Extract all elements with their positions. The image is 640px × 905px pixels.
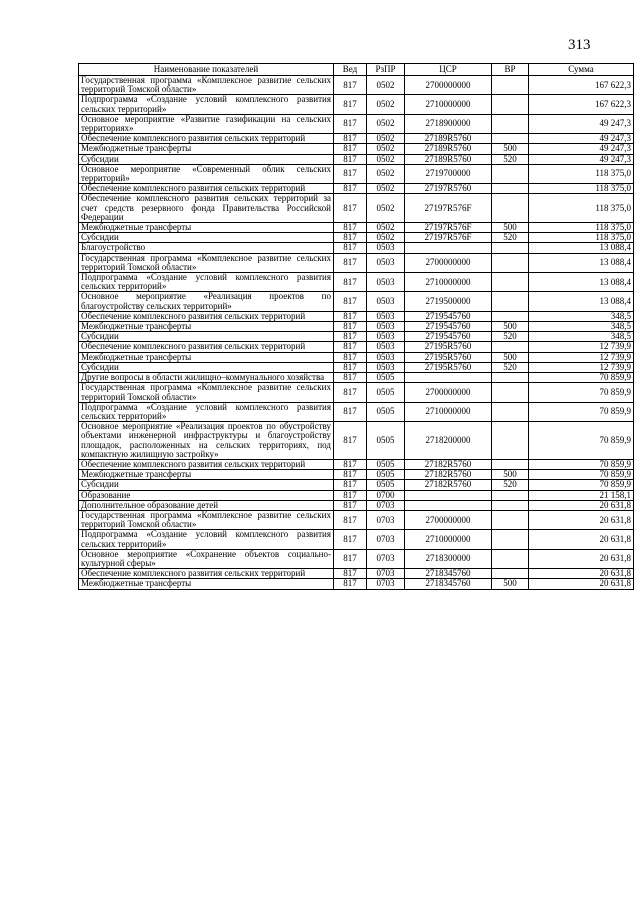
department-code-cell: 817 — [334, 243, 367, 253]
table-row — [79, 490, 634, 500]
col-header-sum: Сумма — [529, 64, 634, 76]
expense-type-code-cell: 500 — [492, 470, 529, 480]
section-code-cell: 0502 — [367, 164, 405, 183]
department-code-cell: 817 — [334, 134, 367, 144]
target-article-code-cell: 2719545760 — [405, 332, 492, 342]
target-article-code-cell: 27197R576F — [405, 223, 492, 233]
department-code-cell: 817 — [334, 459, 367, 469]
table-row — [79, 470, 634, 480]
expense-type-code-cell — [492, 292, 529, 311]
indicator-name-cell: Образование — [79, 490, 334, 500]
amount-cell: 118 375,0 — [529, 233, 634, 243]
department-code-cell: 817 — [334, 95, 367, 114]
target-article-code-cell: 2700000000 — [405, 510, 492, 529]
table-row — [79, 134, 634, 144]
col-header-ved: Вед — [334, 64, 367, 76]
table-row — [79, 243, 634, 253]
target-article-code-cell: 27189R5760 — [405, 134, 492, 144]
department-code-cell: 817 — [334, 253, 367, 272]
department-code-cell: 817 — [334, 273, 367, 292]
indicator-name-cell: Основное мероприятие «Развитие газификации на сельских территориях» — [79, 114, 334, 133]
amount-cell: 13 088,4 — [529, 292, 634, 311]
expense-type-code-cell — [492, 243, 529, 253]
department-code-cell: 817 — [334, 154, 367, 164]
expense-type-code-cell — [492, 311, 529, 321]
indicator-name-cell: Межбюджетные трансферты — [79, 322, 334, 332]
table-row — [79, 530, 634, 549]
target-article-code-cell: 2719500000 — [405, 292, 492, 311]
department-code-cell: 817 — [334, 233, 367, 243]
expense-type-code-cell — [492, 422, 529, 460]
indicator-name-cell: Межбюджетные трансферты — [79, 144, 334, 154]
amount-cell: 20 631,8 — [529, 500, 634, 510]
table-row — [79, 373, 634, 383]
target-article-code-cell: 2718300000 — [405, 549, 492, 568]
target-article-code-cell: 27197R576F — [405, 194, 492, 223]
indicator-name-cell: Дополнительное образование детей — [79, 500, 334, 510]
table-row — [79, 154, 634, 164]
section-code-cell: 0503 — [367, 342, 405, 352]
section-code-cell: 0703 — [367, 579, 405, 589]
indicator-name-cell: Субсидии — [79, 480, 334, 490]
target-article-code-cell: 27189R5760 — [405, 154, 492, 164]
table-row — [79, 352, 634, 362]
table-row — [79, 292, 634, 311]
target-article-code-cell: 27195R5760 — [405, 362, 492, 372]
expense-type-code-cell: 520 — [492, 233, 529, 243]
section-code-cell: 0502 — [367, 114, 405, 133]
department-code-cell: 817 — [334, 402, 367, 421]
indicator-name-cell: Межбюджетные трансферты — [79, 579, 334, 589]
table-row — [79, 223, 634, 233]
section-code-cell: 0505 — [367, 480, 405, 490]
expense-type-code-cell — [492, 194, 529, 223]
section-code-cell: 0503 — [367, 352, 405, 362]
expense-type-code-cell — [492, 510, 529, 529]
department-code-cell: 817 — [334, 164, 367, 183]
target-article-code-cell: 2700000000 — [405, 76, 492, 95]
indicator-name-cell: Субсидии — [79, 362, 334, 372]
section-code-cell: 0503 — [367, 243, 405, 253]
indicator-name-cell: Обеспечение комплексного развития сельских территорий — [79, 184, 334, 194]
department-code-cell: 817 — [334, 114, 367, 133]
table-row — [79, 164, 634, 183]
target-article-code-cell: 27195R5760 — [405, 342, 492, 352]
section-code-cell: 0703 — [367, 569, 405, 579]
table-row — [79, 480, 634, 490]
target-article-code-cell: 2710000000 — [405, 530, 492, 549]
department-code-cell: 817 — [334, 500, 367, 510]
table-row — [79, 194, 634, 223]
section-code-cell: 0703 — [367, 510, 405, 529]
table-row — [79, 233, 634, 243]
section-code-cell: 0505 — [367, 459, 405, 469]
table-row — [79, 95, 634, 114]
section-code-cell: 0502 — [367, 154, 405, 164]
department-code-cell: 817 — [334, 332, 367, 342]
amount-cell: 70 859,9 — [529, 402, 634, 421]
table-row — [79, 114, 634, 133]
expense-type-code-cell: 520 — [492, 332, 529, 342]
department-code-cell: 817 — [334, 422, 367, 460]
indicator-name-cell: Субсидии — [79, 154, 334, 164]
budget-table — [78, 63, 634, 590]
section-code-cell: 0505 — [367, 422, 405, 460]
amount-cell: 13 088,4 — [529, 253, 634, 272]
section-code-cell: 0503 — [367, 311, 405, 321]
department-code-cell: 817 — [334, 373, 367, 383]
expense-type-code-cell: 500 — [492, 579, 529, 589]
amount-cell: 348,5 — [529, 322, 634, 332]
indicator-name-cell: Другие вопросы в области жилищно–коммунального хозяйства — [79, 373, 334, 383]
expense-type-code-cell — [492, 253, 529, 272]
department-code-cell: 817 — [334, 223, 367, 233]
target-article-code-cell — [405, 243, 492, 253]
section-code-cell: 0502 — [367, 194, 405, 223]
expense-type-code-cell: 520 — [492, 362, 529, 372]
amount-cell: 12 739,9 — [529, 362, 634, 372]
indicator-name-cell: Подпрограмма «Создание условий комплексного развития сельских территорий» — [79, 95, 334, 114]
department-code-cell: 817 — [334, 490, 367, 500]
table-row — [79, 76, 634, 95]
amount-cell: 20 631,8 — [529, 530, 634, 549]
indicator-name-cell: Подпрограмма «Создание условий комплексного развития сельских территорий» — [79, 402, 334, 421]
department-code-cell: 817 — [334, 579, 367, 589]
amount-cell: 118 375,0 — [529, 223, 634, 233]
section-code-cell: 0502 — [367, 95, 405, 114]
indicator-name-cell: Благоустройство — [79, 243, 334, 253]
table-row — [79, 510, 634, 529]
table-row — [79, 383, 634, 402]
section-code-cell: 0503 — [367, 362, 405, 372]
indicator-name-cell: Обеспечение комплексного развития сельских территорий — [79, 134, 334, 144]
section-code-cell: 0503 — [367, 322, 405, 332]
target-article-code-cell: 27182R5760 — [405, 459, 492, 469]
target-article-code-cell: 2700000000 — [405, 253, 492, 272]
section-code-cell: 0703 — [367, 549, 405, 568]
indicator-name-cell: Основное мероприятие «Реализация проектов по обустройству объектами инженерной инфраструктуры и благоустройству площадок, расположенных на сельских территориях, под компактную жилищную застройку» — [79, 422, 334, 460]
target-article-code-cell: 27182R5760 — [405, 480, 492, 490]
department-code-cell: 817 — [334, 352, 367, 362]
col-header-name: Наименование показателей — [79, 64, 334, 76]
indicator-name-cell: Обеспечение комплексного развития сельских территорий — [79, 569, 334, 579]
section-code-cell: 0502 — [367, 134, 405, 144]
section-code-cell: 0503 — [367, 253, 405, 272]
amount-cell: 49 247,3 — [529, 144, 634, 154]
amount-cell: 12 739,9 — [529, 352, 634, 362]
col-header-rzpr: РзПР — [367, 64, 405, 76]
amount-cell: 20 631,8 — [529, 510, 634, 529]
amount-cell: 118 375,0 — [529, 164, 634, 183]
table-row — [79, 579, 634, 589]
expense-type-code-cell — [492, 490, 529, 500]
expense-type-code-cell — [492, 114, 529, 133]
expense-type-code-cell — [492, 459, 529, 469]
amount-cell: 21 158,1 — [529, 490, 634, 500]
target-article-code-cell — [405, 373, 492, 383]
department-code-cell: 817 — [334, 530, 367, 549]
amount-cell: 70 859,9 — [529, 373, 634, 383]
indicator-name-cell: Государственная программа «Комплексное развитие сельских территорий Томской области» — [79, 383, 334, 402]
section-code-cell: 0505 — [367, 373, 405, 383]
target-article-code-cell: 2719545760 — [405, 322, 492, 332]
amount-cell: 49 247,3 — [529, 154, 634, 164]
target-article-code-cell: 2718345760 — [405, 579, 492, 589]
col-header-csr: ЦСР — [405, 64, 492, 76]
indicator-name-cell: Межбюджетные трансферты — [79, 223, 334, 233]
department-code-cell: 817 — [334, 144, 367, 154]
expense-type-code-cell — [492, 76, 529, 95]
department-code-cell: 817 — [334, 322, 367, 332]
expense-type-code-cell — [492, 134, 529, 144]
target-article-code-cell: 2700000000 — [405, 383, 492, 402]
expense-type-code-cell: 500 — [492, 223, 529, 233]
expense-type-code-cell — [492, 342, 529, 352]
indicator-name-cell: Подпрограмма «Создание условий комплексного развития сельских территорий» — [79, 530, 334, 549]
expense-type-code-cell — [492, 383, 529, 402]
indicator-name-cell: Подпрограмма «Создание условий комплексного развития сельских территорий» — [79, 273, 334, 292]
department-code-cell: 817 — [334, 480, 367, 490]
amount-cell: 70 859,9 — [529, 459, 634, 469]
amount-cell: 70 859,9 — [529, 383, 634, 402]
table-row — [79, 332, 634, 342]
table-row — [79, 362, 634, 372]
amount-cell: 13 088,4 — [529, 273, 634, 292]
expense-type-code-cell: 500 — [492, 352, 529, 362]
indicator-name-cell: Основное мероприятие «Сохранение объектов социально- культурной сферы» — [79, 549, 334, 568]
page-number: 313 — [568, 37, 591, 53]
table-row — [79, 459, 634, 469]
section-code-cell: 0703 — [367, 500, 405, 510]
target-article-code-cell — [405, 490, 492, 500]
target-article-code-cell: 2718345760 — [405, 569, 492, 579]
section-code-cell: 0502 — [367, 223, 405, 233]
indicator-name-cell: Субсидии — [79, 233, 334, 243]
expense-type-code-cell — [492, 549, 529, 568]
section-code-cell: 0502 — [367, 144, 405, 154]
department-code-cell: 817 — [334, 569, 367, 579]
indicator-name-cell: Основное мероприятие «Реализация проектов по благоустройству сельских территорий» — [79, 292, 334, 311]
expense-type-code-cell: 520 — [492, 480, 529, 490]
section-code-cell: 0503 — [367, 273, 405, 292]
amount-cell: 49 247,3 — [529, 114, 634, 133]
department-code-cell: 817 — [334, 470, 367, 480]
table-row — [79, 273, 634, 292]
amount-cell: 70 859,9 — [529, 470, 634, 480]
department-code-cell: 817 — [334, 510, 367, 529]
indicator-name-cell: Межбюджетные трансферты — [79, 470, 334, 480]
amount-cell: 70 859,9 — [529, 422, 634, 460]
amount-cell: 49 247,3 — [529, 134, 634, 144]
department-code-cell: 817 — [334, 76, 367, 95]
indicator-name-cell: Обеспечение комплексного развития сельских территорий — [79, 459, 334, 469]
table-row — [79, 422, 634, 460]
table-row — [79, 549, 634, 568]
amount-cell: 118 375,0 — [529, 184, 634, 194]
expense-type-code-cell — [492, 569, 529, 579]
amount-cell: 167 622,3 — [529, 76, 634, 95]
expense-type-code-cell — [492, 184, 529, 194]
indicator-name-cell: Государственная программа «Комплексное развитие сельских территорий Томской области» — [79, 76, 334, 95]
amount-cell: 12 739,9 — [529, 342, 634, 352]
expense-type-code-cell: 500 — [492, 144, 529, 154]
target-article-code-cell: 27197R576F — [405, 233, 492, 243]
table-row — [79, 500, 634, 510]
section-code-cell: 0505 — [367, 383, 405, 402]
table-row — [79, 253, 634, 272]
expense-type-code-cell — [492, 500, 529, 510]
section-code-cell: 0505 — [367, 402, 405, 421]
indicator-name-cell: Субсидии — [79, 332, 334, 342]
table-row — [79, 322, 634, 332]
department-code-cell: 817 — [334, 549, 367, 568]
expense-type-code-cell — [492, 402, 529, 421]
section-code-cell: 0503 — [367, 292, 405, 311]
amount-cell: 13 088,4 — [529, 243, 634, 253]
target-article-code-cell: 2718200000 — [405, 422, 492, 460]
target-article-code-cell: 2710000000 — [405, 95, 492, 114]
expense-type-code-cell: 500 — [492, 322, 529, 332]
section-code-cell: 0502 — [367, 233, 405, 243]
table-header-row — [79, 64, 634, 76]
target-article-code-cell: 2719700000 — [405, 164, 492, 183]
target-article-code-cell: 2710000000 — [405, 402, 492, 421]
target-article-code-cell: 2719545760 — [405, 311, 492, 321]
target-article-code-cell: 27189R5760 — [405, 144, 492, 154]
table-row — [79, 342, 634, 352]
section-code-cell: 0505 — [367, 470, 405, 480]
department-code-cell: 817 — [334, 342, 367, 352]
table-body — [79, 76, 634, 590]
expense-type-code-cell — [492, 164, 529, 183]
department-code-cell: 817 — [334, 362, 367, 372]
expense-type-code-cell — [492, 373, 529, 383]
table-row — [79, 402, 634, 421]
expense-type-code-cell — [492, 530, 529, 549]
indicator-name-cell: Обеспечение комплексного развития сельских территорий — [79, 342, 334, 352]
amount-cell: 20 631,8 — [529, 549, 634, 568]
target-article-code-cell — [405, 500, 492, 510]
section-code-cell: 0502 — [367, 184, 405, 194]
department-code-cell: 817 — [334, 292, 367, 311]
amount-cell: 167 622,3 — [529, 95, 634, 114]
table-row — [79, 311, 634, 321]
table-row — [79, 184, 634, 194]
section-code-cell: 0502 — [367, 76, 405, 95]
section-code-cell: 0703 — [367, 530, 405, 549]
expense-type-code-cell: 520 — [492, 154, 529, 164]
amount-cell: 20 631,8 — [529, 569, 634, 579]
amount-cell: 348,5 — [529, 332, 634, 342]
department-code-cell: 817 — [334, 184, 367, 194]
section-code-cell: 0503 — [367, 332, 405, 342]
indicator-name-cell: Межбюджетные трансферты — [79, 352, 334, 362]
amount-cell: 118 375,0 — [529, 194, 634, 223]
indicator-name-cell: Государственная программа «Комплексное развитие сельских территорий Томской области» — [79, 510, 334, 529]
amount-cell: 348,5 — [529, 311, 634, 321]
indicator-name-cell: Обеспечение комплексного развития сельских территорий за счет средств резервного фонда Правительства Российской Федерации — [79, 194, 334, 223]
indicator-name-cell: Государственная программа «Комплексное развитие сельских территорий Томской области» — [79, 253, 334, 272]
target-article-code-cell: 2718900000 — [405, 114, 492, 133]
department-code-cell: 817 — [334, 194, 367, 223]
target-article-code-cell: 2710000000 — [405, 273, 492, 292]
target-article-code-cell: 27182R5760 — [405, 470, 492, 480]
department-code-cell: 817 — [334, 383, 367, 402]
section-code-cell: 0700 — [367, 490, 405, 500]
expense-type-code-cell — [492, 95, 529, 114]
amount-cell: 70 859,9 — [529, 480, 634, 490]
table-row — [79, 144, 634, 154]
col-header-vr: ВР — [492, 64, 529, 76]
indicator-name-cell: Обеспечение комплексного развития сельских территорий — [79, 311, 334, 321]
expense-type-code-cell — [492, 273, 529, 292]
target-article-code-cell: 27197R5760 — [405, 184, 492, 194]
table-row — [79, 569, 634, 579]
department-code-cell: 817 — [334, 311, 367, 321]
amount-cell: 20 631,8 — [529, 579, 634, 589]
target-article-code-cell: 27195R5760 — [405, 352, 492, 362]
indicator-name-cell: Основное мероприятие «Современный облик сельских территорий» — [79, 164, 334, 183]
